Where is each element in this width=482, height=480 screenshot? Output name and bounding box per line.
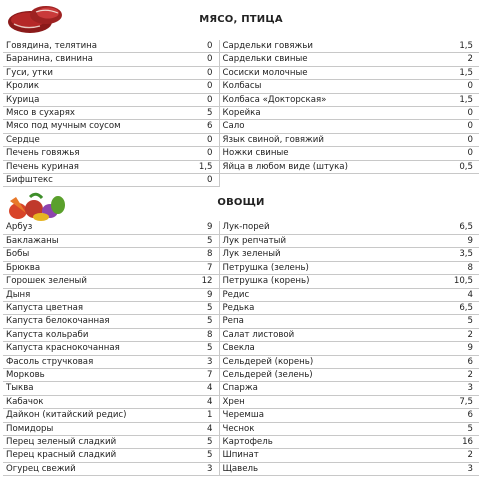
- product-value: 0: [417, 80, 479, 93]
- product-name: Корейка: [219, 107, 417, 120]
- product-value: 5: [417, 422, 479, 435]
- product-name: Огурец свежий: [3, 462, 171, 475]
- product-value: 7: [171, 368, 219, 381]
- product-name: Кабачок: [3, 395, 171, 408]
- product-name: Печень куриная: [3, 160, 171, 173]
- product-value: 9: [417, 342, 479, 355]
- table-row: [3, 107, 479, 120]
- product-name: [219, 174, 417, 187]
- table-row: [3, 368, 479, 381]
- table-row: [3, 221, 479, 234]
- table-row: [3, 66, 479, 79]
- product-name: Тыква: [3, 382, 171, 395]
- product-value: 2: [417, 449, 479, 462]
- product-value: 0: [171, 174, 219, 187]
- meat-table: [3, 40, 479, 187]
- product-name: Сало: [219, 120, 417, 133]
- table-row: [3, 275, 479, 288]
- product-name: Капуста белокочанная: [3, 315, 171, 328]
- product-value: 3: [417, 462, 479, 475]
- product-value: 0: [171, 147, 219, 160]
- table-row: [3, 288, 479, 301]
- table-row: [3, 315, 479, 328]
- product-value: 2: [417, 328, 479, 341]
- product-value: 9: [171, 221, 219, 234]
- product-value: 6,5: [417, 221, 479, 234]
- product-value: 7: [171, 261, 219, 274]
- table-row: [3, 120, 479, 133]
- product-value: 3: [171, 462, 219, 475]
- product-value: 5: [171, 435, 219, 448]
- product-name: Дыня: [3, 288, 171, 301]
- product-value: 2: [417, 368, 479, 381]
- product-value: 0: [417, 133, 479, 146]
- product-name: Перец красный сладкий: [3, 449, 171, 462]
- product-name: Курица: [3, 93, 171, 106]
- table-row: [3, 93, 479, 106]
- product-value: 1,5: [417, 66, 479, 79]
- table-row: [3, 301, 479, 314]
- product-name: Хрен: [219, 395, 417, 408]
- product-name: Говядина, телятина: [3, 40, 171, 53]
- product-name: Петрушка (зелень): [219, 261, 417, 274]
- product-value: 3: [417, 382, 479, 395]
- table-row: [3, 40, 479, 53]
- product-name: Колбасы: [219, 80, 417, 93]
- product-name: Лук репчатый: [219, 234, 417, 247]
- product-name: Ножки свиные: [219, 147, 417, 160]
- product-name: Лук зеленый: [219, 248, 417, 261]
- product-value: 0: [417, 107, 479, 120]
- product-name: Горошек зеленый: [3, 275, 171, 288]
- product-name: Яйца в любом виде (штука): [219, 160, 417, 173]
- table-row: [3, 261, 479, 274]
- meat-section-header: [0, 0, 482, 40]
- product-name: Бифштекс: [3, 174, 171, 187]
- product-value: 4: [171, 422, 219, 435]
- product-name: Сельдерей (корень): [219, 355, 417, 368]
- product-name: Кролик: [3, 80, 171, 93]
- table-row: [3, 248, 479, 261]
- meat-section-title: МЯСО, ПТИЦА: [199, 14, 283, 25]
- table-row: [3, 355, 479, 368]
- product-name: Колбаса «Докторская»: [219, 93, 417, 106]
- product-value: [417, 174, 479, 187]
- product-name: Щавель: [219, 462, 417, 475]
- product-name: Редис: [219, 288, 417, 301]
- product-value: 5: [417, 315, 479, 328]
- table-row: [3, 422, 479, 435]
- product-name: Сельдерей (зелень): [219, 368, 417, 381]
- product-value: 4: [171, 382, 219, 395]
- product-value: 6,5: [417, 301, 479, 314]
- product-value: 6: [417, 355, 479, 368]
- product-name: Баранина, свинина: [3, 53, 171, 66]
- product-value: 0: [171, 133, 219, 146]
- product-value: 5: [171, 449, 219, 462]
- product-value: 5: [171, 315, 219, 328]
- product-value: 10,5: [417, 275, 479, 288]
- product-value: 0,5: [417, 160, 479, 173]
- product-name: Капуста кольраби: [3, 328, 171, 341]
- product-value: 0: [171, 80, 219, 93]
- product-name: Сардельки свиные: [219, 53, 417, 66]
- product-value: 0: [171, 40, 219, 53]
- product-name: Лук-порей: [219, 221, 417, 234]
- product-value: 0: [417, 147, 479, 160]
- vegetables-section-title: ОВОЩИ: [217, 197, 265, 209]
- table-row: [3, 328, 479, 341]
- table-row: [3, 174, 479, 187]
- product-name: Печень говяжья: [3, 147, 171, 160]
- product-name: Арбуз: [3, 221, 171, 234]
- table-row: [3, 462, 479, 475]
- product-value: 6: [171, 120, 219, 133]
- product-value: 2: [417, 53, 479, 66]
- product-name: Редька: [219, 301, 417, 314]
- product-value: 1,5: [417, 40, 479, 53]
- table-row: [3, 234, 479, 247]
- product-name: Черемша: [219, 409, 417, 422]
- product-value: 7,5: [417, 395, 479, 408]
- product-value: 0: [171, 53, 219, 66]
- product-name: Фасоль стручковая: [3, 355, 171, 368]
- product-value: 0: [171, 93, 219, 106]
- product-value: 3: [171, 355, 219, 368]
- product-name: Мясо в сухарях: [3, 107, 171, 120]
- product-value: 5: [171, 234, 219, 247]
- product-name: Сердце: [3, 133, 171, 146]
- table-row: [3, 435, 479, 448]
- product-name: Брюква: [3, 261, 171, 274]
- table-row: [3, 395, 479, 408]
- table-row: [3, 133, 479, 146]
- table-row: [3, 80, 479, 93]
- product-value: 1,5: [171, 160, 219, 173]
- product-value: 5: [171, 342, 219, 355]
- product-value: 12: [171, 275, 219, 288]
- product-name: Помидоры: [3, 422, 171, 435]
- product-value: 8: [171, 248, 219, 261]
- table-row: [3, 53, 479, 66]
- table-row: [3, 409, 479, 422]
- product-value: 16: [417, 435, 479, 448]
- product-name: Салат листовой: [219, 328, 417, 341]
- product-name: Бобы: [3, 248, 171, 261]
- product-value: 4: [417, 288, 479, 301]
- product-name: Чеснок: [219, 422, 417, 435]
- product-name: Петрушка (корень): [219, 275, 417, 288]
- product-name: Капуста краснокочанная: [3, 342, 171, 355]
- product-name: Картофель: [219, 435, 417, 448]
- product-name: Язык свиной, говяжий: [219, 133, 417, 146]
- product-name: Сосиски молочные: [219, 66, 417, 79]
- product-name: Перец зеленый сладкий: [3, 435, 171, 448]
- vegetables-table: [3, 221, 479, 476]
- product-value: 0: [417, 120, 479, 133]
- product-name: Баклажаны: [3, 234, 171, 247]
- product-value: 4: [171, 395, 219, 408]
- product-name: Морковь: [3, 368, 171, 381]
- vegetables-section-header: [0, 187, 482, 221]
- product-value: 8: [171, 328, 219, 341]
- product-value: 1: [171, 409, 219, 422]
- product-name: Свекла: [219, 342, 417, 355]
- product-name: Гуси, утки: [3, 66, 171, 79]
- product-name: Дайкон (китайский редис): [3, 409, 171, 422]
- table-row: [3, 160, 479, 173]
- product-name: Капуста цветная: [3, 301, 171, 314]
- product-value: 1,5: [417, 93, 479, 106]
- product-name: Сардельки говяжьи: [219, 40, 417, 53]
- product-value: 3,5: [417, 248, 479, 261]
- table-row: [3, 449, 479, 462]
- product-value: 5: [171, 301, 219, 314]
- product-value: 6: [417, 409, 479, 422]
- product-value: 8: [417, 261, 479, 274]
- table-row: [3, 382, 479, 395]
- product-value: 0: [171, 66, 219, 79]
- product-value: 9: [171, 288, 219, 301]
- product-name: Репа: [219, 315, 417, 328]
- table-row: [3, 342, 479, 355]
- product-name: Мясо под мучным соусом: [3, 120, 171, 133]
- product-name: Шпинат: [219, 449, 417, 462]
- product-value: 9: [417, 234, 479, 247]
- product-name: Спаржа: [219, 382, 417, 395]
- table-row: [3, 147, 479, 160]
- product-value: 5: [171, 107, 219, 120]
